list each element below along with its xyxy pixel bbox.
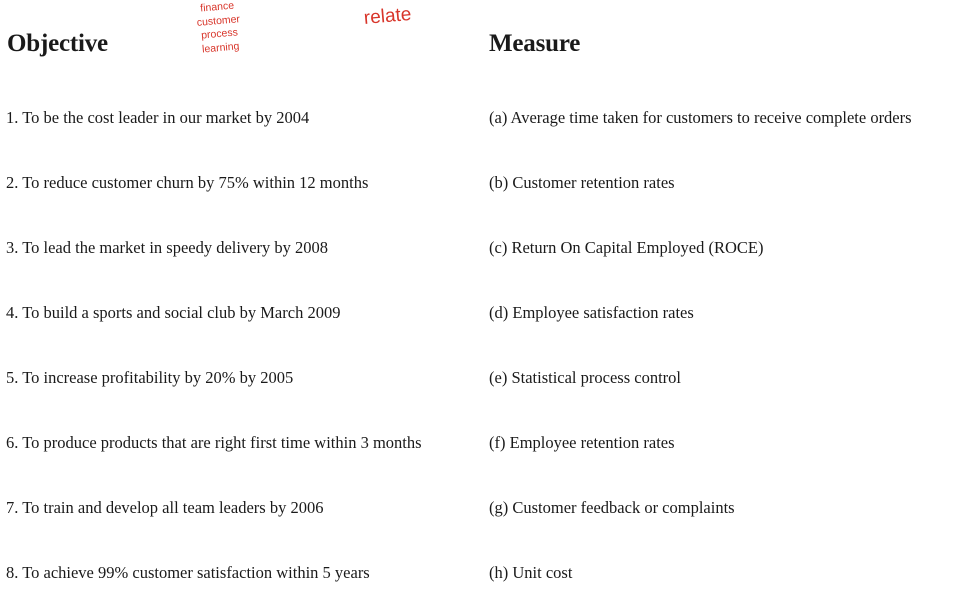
objective-item-7: 7. To train and develop all team leaders by 2006 [6, 498, 324, 517]
measure-item-d: (d) Employee satisfaction rates [489, 303, 694, 322]
measure-heading: Measure [489, 30, 581, 57]
measure-item-c: (c) Return On Capital Employed (ROCE) [489, 238, 764, 257]
measure-item-f: (f) Employee retention rates [489, 433, 675, 452]
objective-item-2: 2. To reduce customer churn by 75% within 12 months [6, 173, 369, 192]
objective-item-5: 5. To increase profitability by 20% by 2005 [6, 368, 294, 387]
annotation-learning: learning [201, 39, 240, 56]
objective-heading: Objective [7, 30, 108, 57]
objective-item-1: 1. To be the cost leader in our market by 2004 [6, 108, 310, 127]
measure-item-h: (h) Unit cost [489, 563, 573, 582]
objective-item-8: 8. To achieve 99% customer satisfaction within 5 years [6, 563, 370, 582]
annotation-finance: finance [199, 0, 235, 15]
objective-item-4: 4. To build a sports and social club by March 2009 [6, 303, 341, 322]
annotation-process: process [200, 26, 239, 42]
perspectives-annotation [188, 0, 250, 57]
objective-item-3: 3. To lead the market in speedy delivery by 2008 [6, 238, 329, 257]
measure-item-e: (e) Statistical process control [489, 368, 681, 387]
measure-item-a: (a) Average time taken for customers to receive complete orders [489, 108, 912, 127]
objective-item-6: 6. To produce products that are right first time within 3 months [6, 433, 422, 452]
measure-item-b: (b) Customer retention rates [489, 173, 675, 192]
relate-annotation: relate [363, 3, 413, 29]
annotation-customer: customer [196, 12, 241, 29]
measure-item-g: (g) Customer feedback or complaints [489, 498, 735, 517]
